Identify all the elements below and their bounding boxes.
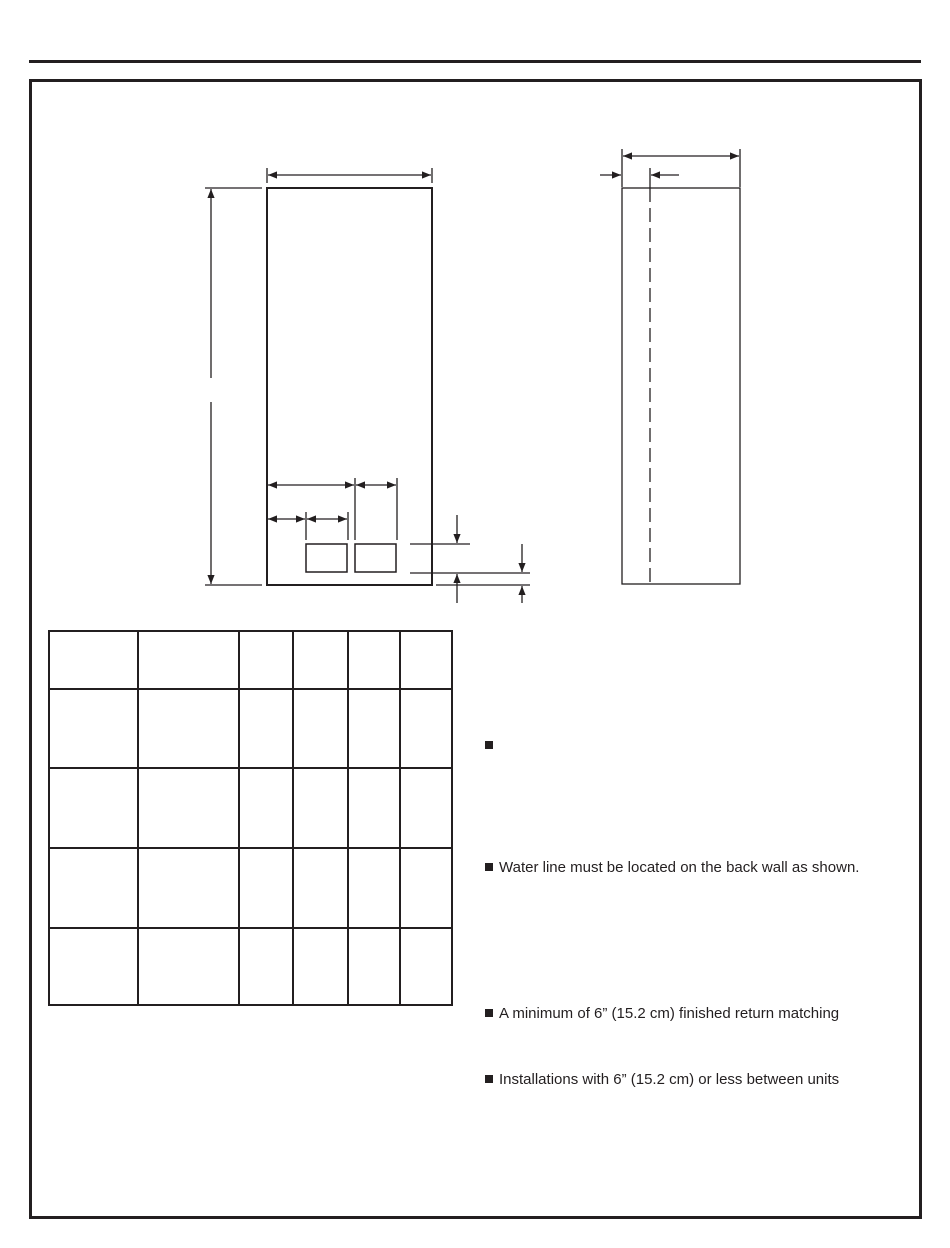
side-view-outline [622, 188, 740, 584]
table-cell [138, 848, 239, 928]
table-row [49, 689, 452, 768]
table-cell [400, 928, 452, 1005]
note-item [485, 1005, 839, 1022]
table-cell [400, 689, 452, 768]
table-cell [49, 768, 138, 848]
table-cell [49, 689, 138, 768]
table-cell [239, 768, 293, 848]
table-cell [348, 928, 400, 1005]
dimension-table [48, 630, 453, 1006]
table-row [49, 768, 452, 848]
note-text: Water line must be located on the back wall as shown. [499, 859, 860, 876]
table-cell [293, 848, 348, 928]
electrical-box [355, 544, 396, 572]
table-cell [138, 689, 239, 768]
note-item [485, 1071, 839, 1088]
front-view-outline [267, 188, 432, 585]
note-item [485, 859, 859, 876]
table-cell [239, 928, 293, 1005]
table-cell [49, 848, 138, 928]
table-cell [293, 768, 348, 848]
table-cell [400, 768, 452, 848]
table-row [49, 928, 452, 1005]
table-cell [400, 631, 452, 689]
water-box [306, 544, 347, 572]
bullet-icon [485, 741, 493, 749]
table-cell [239, 631, 293, 689]
table-header-row [49, 631, 452, 689]
table-cell [239, 689, 293, 768]
note-text: Installations with 6” (15.2 cm) or less between units [499, 1071, 840, 1088]
bullet-icon [485, 1075, 493, 1083]
table-row [49, 848, 452, 928]
table-cell [348, 689, 400, 768]
table-cell [348, 848, 400, 928]
bullet-icon [485, 863, 493, 871]
table-cell [49, 928, 138, 1005]
table-cell [293, 689, 348, 768]
table-cell [138, 631, 239, 689]
table-cell [348, 768, 400, 848]
table-cell [49, 631, 138, 689]
note-text: A minimum of 6” (15.2 cm) finished return matching [499, 1005, 840, 1022]
table-cell [293, 631, 348, 689]
table-cell [138, 768, 239, 848]
table-cell [348, 631, 400, 689]
table-cell [400, 848, 452, 928]
table-cell [239, 848, 293, 928]
table-cell [293, 928, 348, 1005]
bullet-icon [485, 1009, 493, 1017]
table-cell [138, 928, 239, 1005]
note-item [485, 737, 499, 754]
